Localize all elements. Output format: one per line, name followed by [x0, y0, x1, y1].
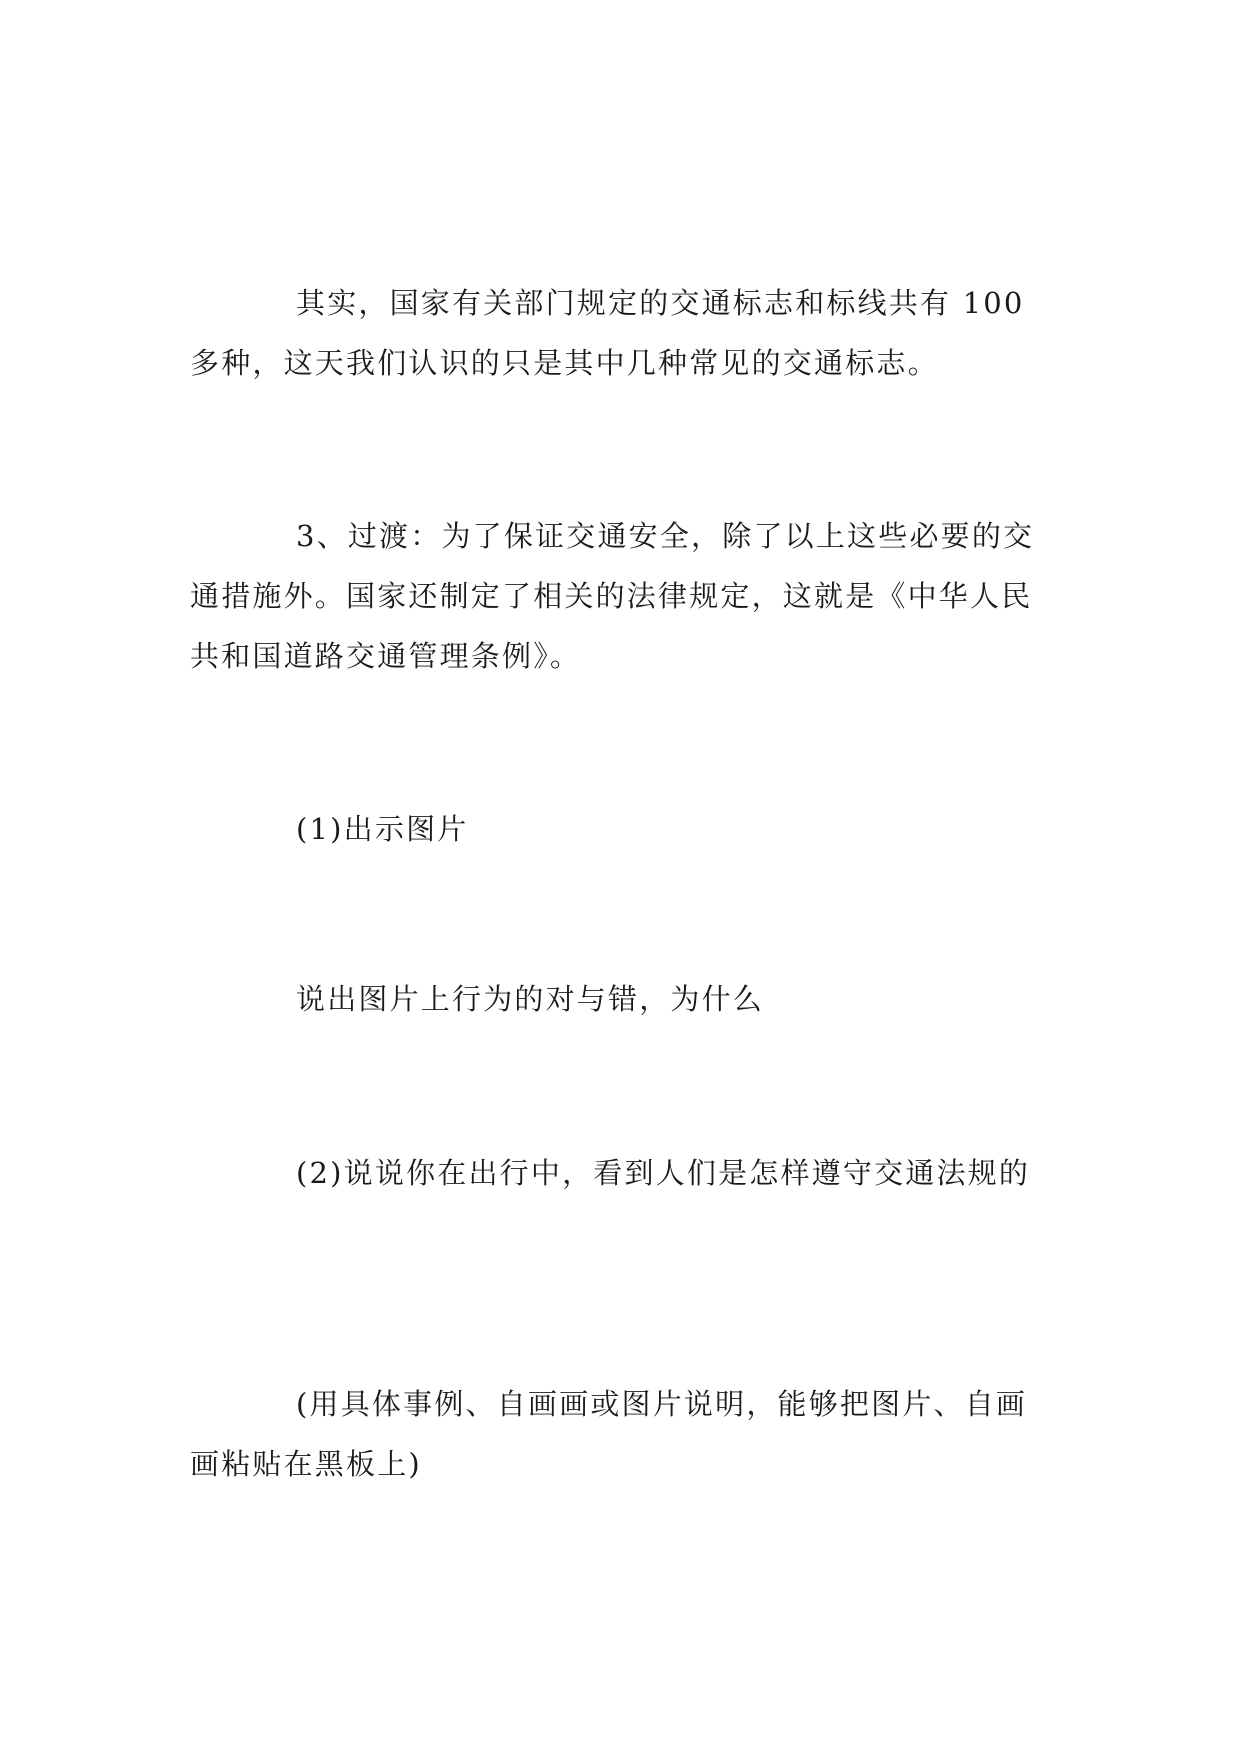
- paragraph-transition: 3、过渡：为了保证交通安全，除了以上这些必要的交通措施外。国家还制定了相关的法律规定，这就是《中华人民共和国道路交通管理条例》。: [190, 519, 1035, 673]
- paragraph-show-pictures: (1)出示图片: [296, 812, 469, 846]
- paragraph-right-or-wrong: 说出图片上行为的对与错，为什么: [296, 982, 765, 1016]
- paragraph-examples-note: (用具体事例、自画画或图片说明，能够把图片、自画画粘贴在黑板上): [190, 1387, 1028, 1481]
- paragraph-discuss-rules: (2)说说你在出行中，看到人们是怎样遵守交通法规的: [296, 1156, 1031, 1190]
- paragraph-traffic-signs: 其实，国家有关部门规定的交通标志和标线共有 100 多种，这天我们认识的只是其中几种常见的交通标志。: [190, 286, 1025, 380]
